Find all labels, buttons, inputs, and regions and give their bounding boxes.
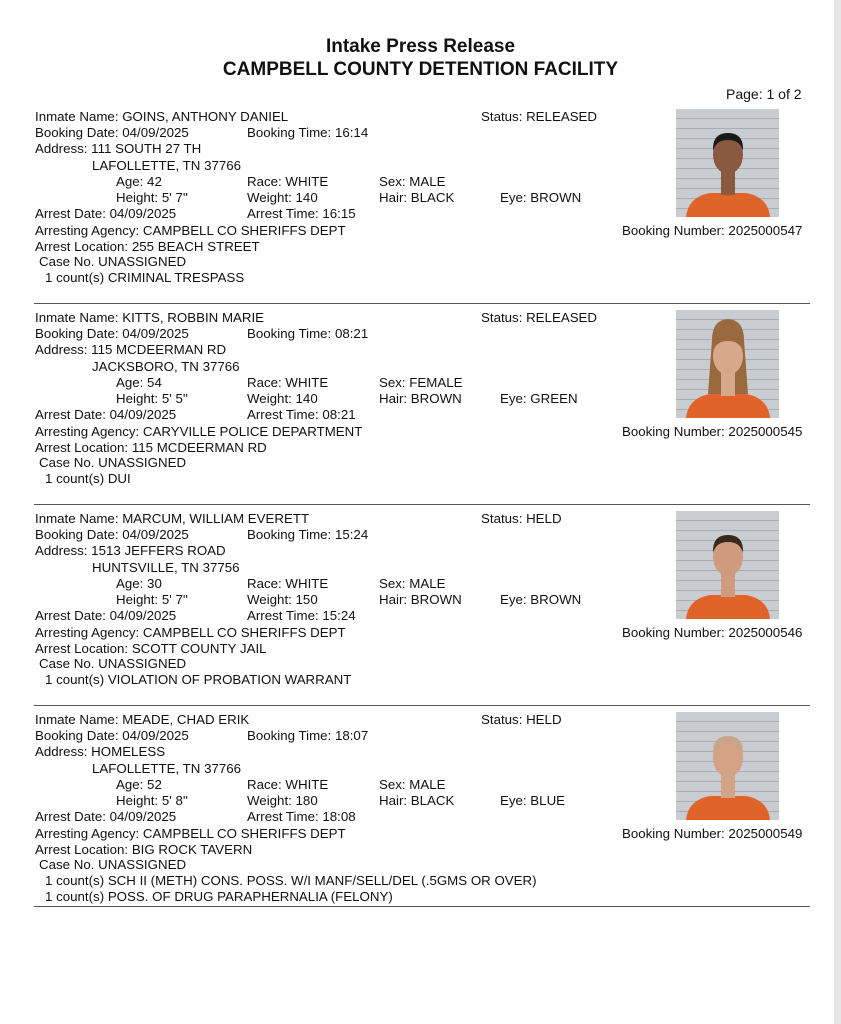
case-number: Case No. UNASSIGNED (39, 857, 187, 872)
hair-color: Hair: BROWN (379, 592, 462, 607)
booking-time: Booking Time: 08:21 (247, 326, 369, 341)
weight: Weight: 180 (247, 793, 318, 808)
hair-color: Hair: BLACK (379, 793, 455, 808)
facility-name: CAMPBELL COUNTY DETENTION FACILITY (222, 59, 619, 80)
arrest-location: Arrest Location: SCOTT COUNTY JAIL (35, 641, 267, 656)
eye-color: Eye: GREEN (500, 391, 578, 406)
weight: Weight: 140 (247, 190, 318, 205)
charge-item: 1 count(s) SCH II (METH) CONS. POSS. W/I MANF/SELL/DEL (.5GMS OR OVER) (45, 873, 537, 888)
arresting-agency: Arresting Agency: CARYVILLE POLICE DEPARTMENT (35, 424, 363, 439)
race: Race: WHITE (247, 576, 329, 591)
booking-date: Booking Date: 04/09/2025 (35, 527, 189, 542)
sex: Sex: FEMALE (379, 375, 463, 390)
inmate-record (0, 310, 841, 511)
page-number: Page: 1 of 2 (726, 86, 802, 102)
inmate-name: Inmate Name: MEADE, CHAD ERIK (35, 712, 250, 727)
age: Age: 42 (116, 174, 162, 189)
age: Age: 54 (116, 375, 162, 390)
record-divider (34, 303, 810, 304)
inmate-record (0, 712, 841, 913)
arresting-agency: Arresting Agency: CAMPBELL CO SHERIFFS DEPT (35, 223, 346, 238)
arrest-location: Arrest Location: 115 MCDEERMAN RD (35, 440, 267, 455)
case-number: Case No. UNASSIGNED (39, 455, 187, 470)
address-line-1: Address: 1513 JEFFERS ROAD (35, 543, 226, 558)
arrest-date: Arrest Date: 04/09/2025 (35, 407, 177, 422)
age: Age: 52 (116, 777, 162, 792)
height: Height: 5' 5'' (116, 391, 188, 406)
booking-number: Booking Number: 2025000547 (622, 223, 803, 238)
race: Race: WHITE (247, 777, 329, 792)
status: Status: HELD (481, 511, 562, 526)
arrest-time: Arrest Time: 08:21 (247, 407, 356, 422)
booking-date: Booking Date: 04/09/2025 (35, 728, 189, 743)
mugshot-photo (676, 310, 779, 418)
case-number: Case No. UNASSIGNED (39, 254, 187, 269)
charge-item: 1 count(s) VIOLATION OF PROBATION WARRANT (45, 672, 352, 687)
hair-color: Hair: BLACK (379, 190, 455, 205)
sex: Sex: MALE (379, 777, 446, 792)
charge-item: 1 count(s) DUI (45, 471, 131, 486)
arresting-agency: Arresting Agency: CAMPBELL CO SHERIFFS DEPT (35, 625, 346, 640)
eye-color: Eye: BROWN (500, 592, 582, 607)
booking-time: Booking Time: 18:07 (247, 728, 369, 743)
arrest-location: Arrest Location: 255 BEACH STREET (35, 239, 260, 254)
booking-number: Booking Number: 2025000546 (622, 625, 803, 640)
page-title: Intake Press Release (325, 36, 516, 57)
booking-time: Booking Time: 16:14 (247, 125, 369, 140)
booking-number: Booking Number: 2025000549 (622, 826, 803, 841)
arresting-agency: Arresting Agency: CAMPBELL CO SHERIFFS DEPT (35, 826, 346, 841)
status: Status: RELEASED (481, 109, 598, 124)
record-divider (34, 705, 810, 706)
inmate-name: Inmate Name: MARCUM, WILLIAM EVERETT (35, 511, 310, 526)
inmate-name: Inmate Name: KITTS, ROBBIN MARIE (35, 310, 265, 325)
arrest-date: Arrest Date: 04/09/2025 (35, 608, 177, 623)
address-line-2: LAFOLLETTE, TN 37766 (92, 761, 242, 776)
address-line-1: Address: 115 MCDEERMAN RD (35, 342, 227, 357)
height: Height: 5' 7'' (116, 592, 188, 607)
eye-color: Eye: BROWN (500, 190, 582, 205)
charge-item: 1 count(s) POSS. OF DRUG PARAPHERNALIA (FELONY) (45, 889, 393, 904)
arrest-time: Arrest Time: 15:24 (247, 608, 356, 623)
arrest-location: Arrest Location: BIG ROCK TAVERN (35, 842, 253, 857)
inmate-name: Inmate Name: GOINS, ANTHONY DANIEL (35, 109, 289, 124)
booking-number: Booking Number: 2025000545 (622, 424, 803, 439)
arrest-time: Arrest Time: 18:08 (247, 809, 356, 824)
sex: Sex: MALE (379, 174, 446, 189)
arrest-time: Arrest Time: 16:15 (247, 206, 356, 221)
status: Status: HELD (481, 712, 562, 727)
status: Status: RELEASED (481, 310, 598, 325)
hair-color: Hair: BROWN (379, 391, 462, 406)
case-number: Case No. UNASSIGNED (39, 656, 187, 671)
height: Height: 5' 7'' (116, 190, 188, 205)
inmate-record (0, 109, 841, 310)
address-line-2: HUNTSVILLE, TN 37756 (92, 560, 240, 575)
booking-time: Booking Time: 15:24 (247, 527, 369, 542)
arrest-date: Arrest Date: 04/09/2025 (35, 206, 177, 221)
mugshot-photo (676, 712, 779, 820)
inmate-record (0, 511, 841, 712)
booking-date: Booking Date: 04/09/2025 (35, 326, 189, 341)
weight: Weight: 150 (247, 592, 318, 607)
sex: Sex: MALE (379, 576, 446, 591)
age: Age: 30 (116, 576, 162, 591)
record-divider (34, 906, 810, 907)
address-line-2: JACKSBORO, TN 37766 (92, 359, 240, 374)
address-line-2: LAFOLLETTE, TN 37766 (92, 158, 242, 173)
eye-color: Eye: BLUE (500, 793, 566, 808)
charge-item: 1 count(s) CRIMINAL TRESPASS (45, 270, 245, 285)
height: Height: 5' 8'' (116, 793, 188, 808)
booking-date: Booking Date: 04/09/2025 (35, 125, 189, 140)
weight: Weight: 140 (247, 391, 318, 406)
mugshot-photo (676, 109, 779, 217)
arrest-date: Arrest Date: 04/09/2025 (35, 809, 177, 824)
address-line-1: Address: HOMELESS (35, 744, 166, 759)
address-line-1: Address: 111 SOUTH 27 TH (35, 141, 202, 156)
mugshot-photo (676, 511, 779, 619)
record-divider (34, 504, 810, 505)
race: Race: WHITE (247, 174, 329, 189)
race: Race: WHITE (247, 375, 329, 390)
